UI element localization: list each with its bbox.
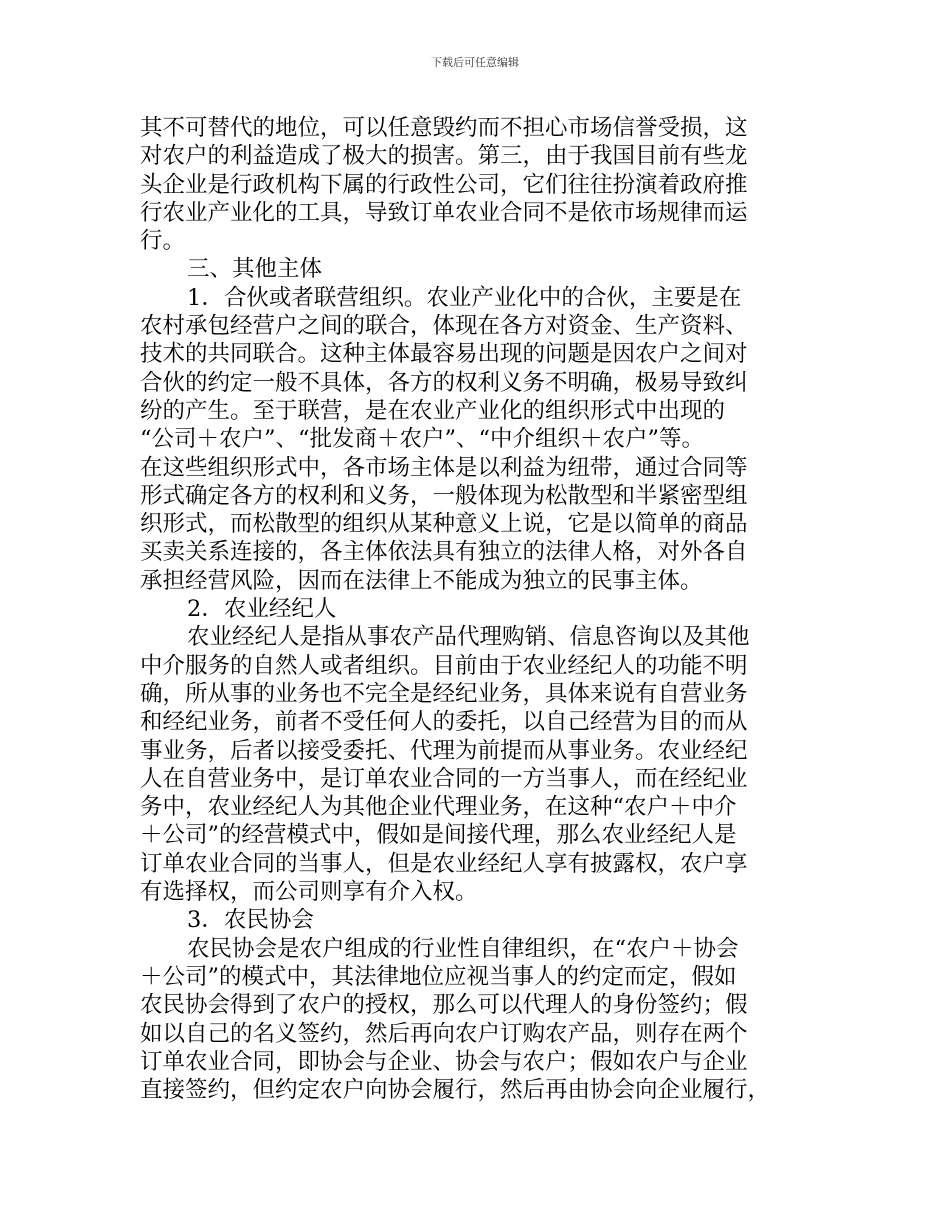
text-line: 纷的产生。至于联营，是在农业产业化的组织形式中出现的	[140, 397, 726, 424]
text-line: 农村承包经营户之间的联合，体现在各方对资金、生产资料、	[140, 313, 748, 340]
text-line: 农民协会得到了农户的授权，那么可以代理人的身份签约；假	[140, 992, 748, 1019]
text-line: 和经纪业务，前者不受任何人的委托，以自己经营为目的而从	[140, 709, 748, 736]
text-line: 1．合伙或者联营组织。农业产业化中的合伙，主要是在	[187, 284, 742, 311]
text-line: 确，所从事的业务也不完全是经纪业务，具体来说有自营业务	[140, 680, 748, 707]
text-line: 事业务，后者以接受委托、代理为前提而从事业务。农业经纪	[140, 737, 748, 764]
text-line: “公司＋农户”、“批发商＋农户”、“中介组织＋农户”等。	[140, 426, 705, 453]
text-line: 承担经营风险，因而在法律上不能成为独立的民事主体。	[140, 567, 703, 594]
text-line: 买卖关系连接的，各主体依法具有独立的法律人格，对外各自	[140, 539, 748, 566]
text-line: 行。	[140, 228, 186, 255]
page-header: 下载后可任意编辑	[431, 56, 519, 69]
text-line: 直接签约，但约定农户向协会履行，然后再由协会向企业履行，	[140, 1077, 771, 1104]
text-line: 2．农业经纪人	[187, 596, 337, 623]
text-line: 订单农业合同的当事人，但是农业经纪人享有披露权，农户享	[140, 850, 748, 877]
text-line: 订单农业合同，即协会与企业、协会与农户；假如农户与企业	[140, 1048, 748, 1075]
text-line: 行农业产业化的工具，导致订单农业合同不是依市场规律而运	[140, 199, 748, 226]
text-line: 农业经纪人是指从事农产品代理购销、信息咨询以及其他	[187, 624, 750, 651]
text-line: 务中，农业经纪人为其他企业代理业务，在这种“农户＋中介	[140, 794, 737, 821]
text-line: ＋公司”的经营模式中，假如是间接代理，那么农业经纪人是	[140, 822, 737, 849]
text-line: 有选择权，而公司则享有介入权。	[140, 879, 478, 906]
text-line: 如以自己的名义签约，然后再向农户订购农产品，则存在两个	[140, 1020, 748, 1047]
text-line: 三、其他主体	[187, 256, 323, 283]
text-line: 形式确定各方的权利和义务，一般体现为松散型和半紧密型组	[140, 482, 748, 509]
text-line: 头企业是行政机构下属的行政性公司，它们往往扮演着政府推	[140, 171, 748, 198]
text-line: 中介服务的自然人或者组织。目前由于农业经纪人的功能不明	[140, 652, 748, 679]
text-line: 技术的共同联合。这种主体最容易出现的问题是因农户之间对	[140, 341, 748, 368]
text-line: 农民协会是农户组成的行业性自律组织，在“农户＋协会	[187, 935, 739, 962]
text-line: 其不可替代的地位，可以任意毁约而不担心市场信誉受损，这	[140, 115, 748, 141]
text-line: ＋公司”的模式中，其法律地位应视当事人的约定而定，假如	[140, 963, 737, 990]
text-line: 织形式，而松散型的组织从某种意义上说，它是以简单的商品	[140, 511, 748, 538]
text-line: 对农户的利益造成了极大的损害。第三，由于我国目前有些龙	[140, 143, 748, 170]
text-line: 在这些组织形式中，各市场主体是以利益为纽带，通过合同等	[140, 454, 748, 481]
document-body	[140, 114, 820, 1104]
text-line: 3．农民协会	[187, 907, 314, 934]
text-line: 人在自营业务中，是订单农业合同的一方当事人，而在经纪业	[140, 765, 748, 792]
text-line: 合伙的约定一般不具体，各方的权利义务不明确，极易导致纠	[140, 369, 748, 396]
